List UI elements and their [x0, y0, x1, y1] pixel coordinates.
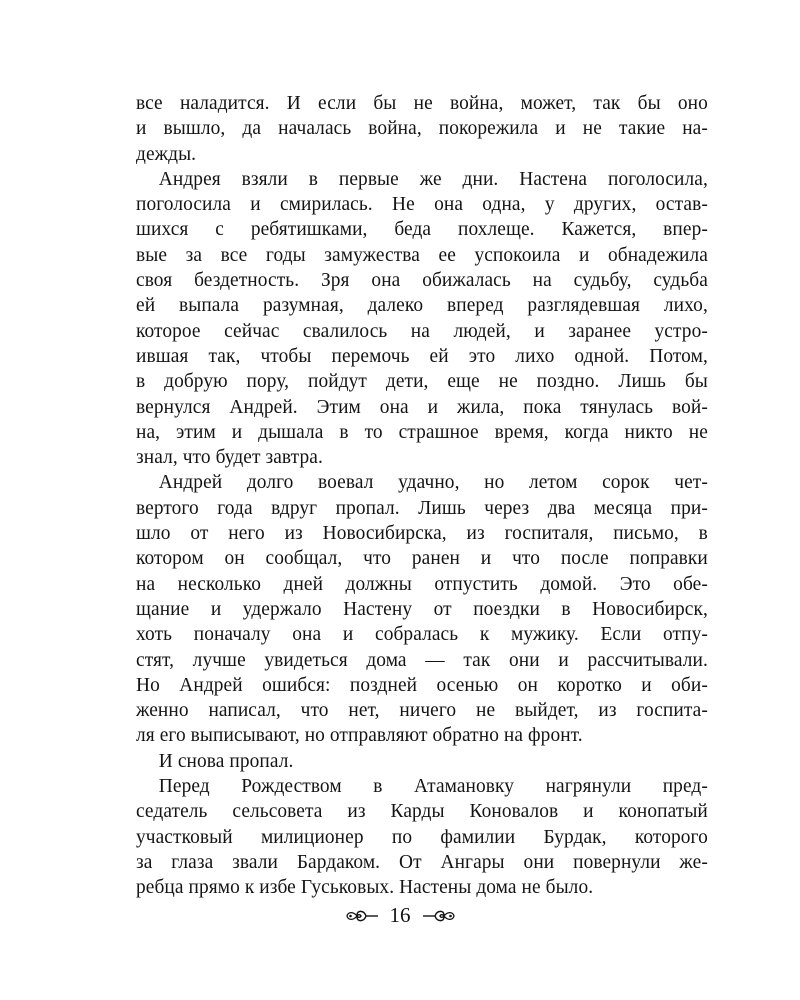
text-line: Но Андрей ошибся: поздней осенью он коротко и оби- — [136, 673, 708, 696]
left-ornament-icon — [344, 907, 380, 925]
text-line: вые за все годы замужества ее успокоила и обнадежила — [136, 243, 708, 266]
text-line: шихся с ребятишками, беда похлеще. Кажется, впер- — [136, 218, 708, 241]
text-line: на несколько дней должны отпустить домой. Это обе- — [136, 572, 708, 595]
text-line: дежды. — [136, 142, 197, 165]
text-line: ребца прямо к избе Гуськовых. Настены дома не было. — [136, 876, 594, 899]
text-line: и вышло, да началась война, покорежила и не такие на- — [136, 117, 708, 140]
text-line: хоть поначалу она и собралась к мужику. Если отпу- — [136, 623, 708, 646]
text-line: ившая так, чтобы перемочь ей это лихо одной. Потом, — [136, 344, 708, 367]
text-line: седатель сельсовета из Карды Коновалов и конопатый — [136, 800, 708, 823]
text-line: в добрую пору, пойдут дети, еще не поздно. Лишь бы — [136, 370, 708, 393]
text-line: своя бездетность. Зря она обижалась на судьбу, судьба — [136, 269, 708, 292]
text-line: шло от него из Новосибирска, из госпиталя, письмо, в — [136, 522, 708, 545]
page-text — [136, 91, 708, 901]
text-line: на, этим и дышала в то страшное время, когда никто не — [136, 420, 708, 443]
page-footer — [0, 903, 800, 928]
text-line: ля его выписывают, но отправляют обратно на фронт. — [136, 724, 583, 747]
paragraph-first-line: Андрея взяли в первые же дни. Настена поголосила, — [158, 167, 708, 190]
paragraph-first-line: Перед Рождеством в Атамановку нагрянули пред- — [158, 775, 708, 798]
text-line: за глаза звали Бардаком. От Ангары они повернули же- — [136, 850, 708, 873]
text-line: котором он сообщал, что ранен и что после поправки — [136, 547, 708, 570]
paragraph-first-line: И снова пропал. — [158, 749, 294, 772]
text-line: которое сейчас свалилось на людей, и заранее устро- — [136, 319, 708, 342]
text-line: знал, что будет завтра. — [136, 446, 323, 469]
text-line: щание и удержало Настену от поездки в Новосибирск, — [136, 597, 708, 620]
text-line: вертого года вдруг пропал. Лишь через два месяца при- — [136, 496, 708, 519]
text-line: стят, лучше увидеться дома — так они и рассчитывали. — [136, 648, 708, 671]
text-line: ей выпала разумная, далеко вперед разглядевшая лихо, — [136, 294, 708, 317]
text-line: женно написал, что нет, ничего не выйдет, из госпита- — [136, 699, 708, 722]
text-line: вернулся Андрей. Этим она и жила, пока тянулась вой- — [136, 395, 708, 418]
text-line: участковый милиционер по фамилии Бурдак, которого — [136, 825, 708, 848]
right-ornament-icon — [421, 907, 457, 925]
page-number: 16 — [389, 903, 411, 927]
paragraph-first-line: Андрей долго воевал удачно, но летом сорок чет- — [158, 471, 708, 494]
text-line: все наладится. И если бы не война, может, так бы оно — [136, 92, 708, 114]
text-line: поголосила и смирилась. Не она одна, у других, остав- — [136, 193, 708, 216]
